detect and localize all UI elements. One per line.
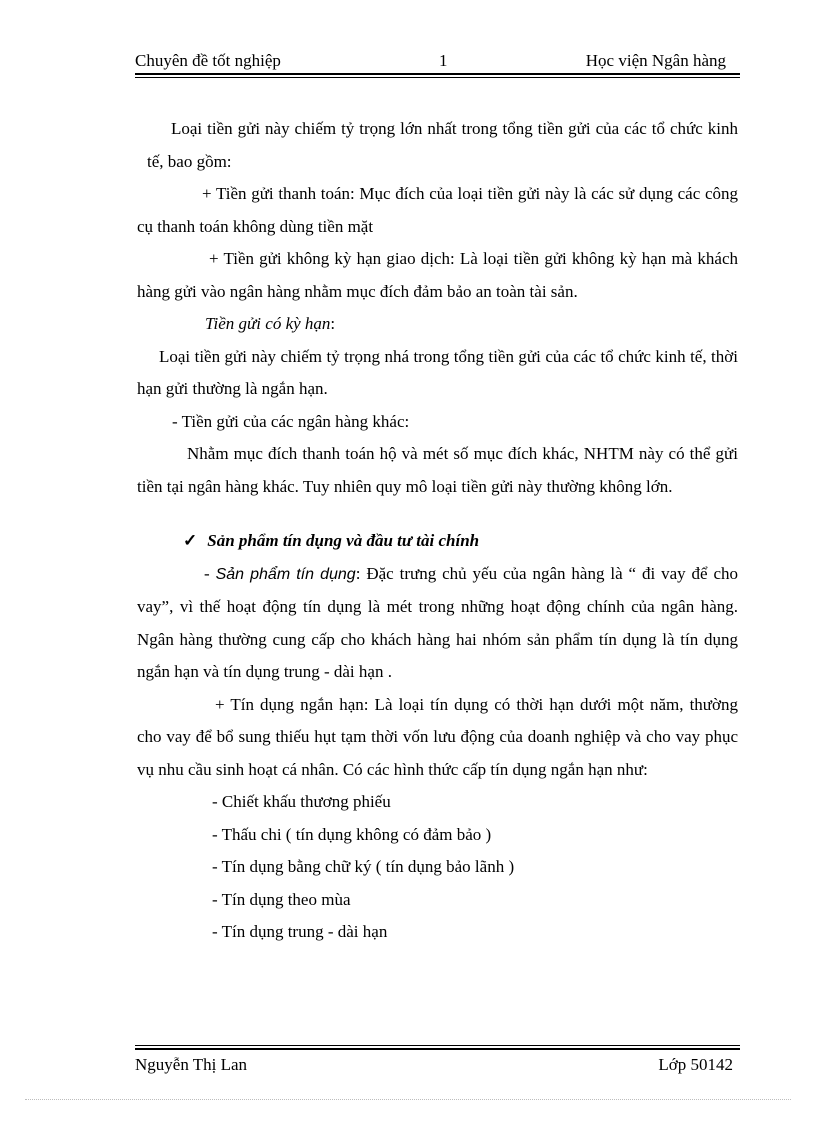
list-item: - Thấu chi ( tín dụng không có đảm bảo ) [212, 824, 492, 844]
document-body [137, 113, 738, 949]
footer-rule-thick [135, 1048, 740, 1050]
page-number: 1 [439, 51, 448, 70]
page-header [135, 50, 740, 72]
paragraph-credit-products [137, 558, 738, 689]
footer-rule-thin [135, 1045, 740, 1046]
credit-products-text: : Đặc trưng chủ yếu của ngân hàng là “ đi vay để cho vay”, vì thế hoạt động tín dụng là mét trong những hoạt động chính của ngân hàng. Ngân hàng thường cung cấp cho khách hàng hai nhóm sản phẩm tín dụng là tín dụng ngắn hạn và tín dụng trung - dài hạn . [137, 563, 738, 681]
list-item: - Chiết khấu thương phiếu [212, 792, 391, 811]
footer-class: Lớp 50142 [658, 1055, 733, 1074]
list-item: - Tín dụng trung - dài hạn [212, 922, 388, 941]
page-footer [135, 1054, 740, 1076]
footer-author: Nguyễn Thị Lan [135, 1055, 248, 1074]
term-deposit-title-line [137, 308, 738, 341]
paragraph-interbank-deposits: Nhằm mục đích thanh toán hộ và mét số mục đích khác, NHTM này có thể gửi tiền tại ngân hàng khác. Tuy nhiên quy mô loại tiền gửi này thường không lớn. [137, 444, 738, 496]
page-edge-dotted-line [25, 1099, 791, 1100]
list-item: - Tín dụng theo mùa [212, 889, 351, 909]
checkmark-icon: ✓ [183, 531, 198, 550]
section-heading: Sản phẩm tín dụng và đầu tư tài chính [207, 531, 480, 550]
header-rule-thin [135, 77, 740, 78]
header-thesis-title: Chuyên đề tốt nghiệp [135, 51, 281, 70]
header-rule-thick [135, 73, 740, 75]
section-heading-line [137, 525, 738, 558]
paragraph-payment-deposits: + Tiền gửi thanh toán: Mục đích của loại tiền gửi này là các sử dụng các công cụ thanh toán không dùng tiền mặt [137, 184, 738, 236]
credit-products-term: Sản phẩm tín dụng [215, 565, 356, 583]
term-deposit-colon: : [330, 314, 336, 333]
list-item: - Tín dụng bằng chữ ký ( tín dụng bảo lãnh ) [212, 857, 515, 876]
credit-products-dash: - [204, 563, 216, 583]
paragraph-interbank-title: - Tiền gửi của các ngân hàng khác: [172, 411, 410, 431]
paragraph-term-deposits: Loại tiền gửi này chiếm tỷ trọng nhá trong tổng tiền gửi của các tổ chức kinh tế, thời hạn gửi thường là ngắn hạn. [137, 346, 738, 398]
paragraph-org-deposits: Loại tiền gửi này chiếm tỷ trọng lớn nhất trong tổng tiền gửi của các tổ chức kinh tế, bao gồm: [147, 119, 738, 171]
paragraph-demand-deposits: + Tiền gửi không kỳ hạn giao dịch: Là loại tiền gửi không kỳ hạn mà khách hàng gửi vào ngân hàng nhằm mục đích đảm bảo an toàn tài sản. [137, 249, 738, 301]
section-gap [137, 503, 738, 525]
paragraph-short-term-credit: + Tín dụng ngắn hạn: Là loại tín dụng có thời hạn dưới một năm, thường cho vay để bổ sung thiếu hụt tạm thời vốn lưu động của doanh nghiệp và cho vay phục vụ nhu cầu sinh hoạt cá nhân. Có các hình thức cấp tín dụng ngắn hạn như: [137, 694, 738, 779]
header-institution: Học viện Ngân hàng [585, 51, 726, 70]
term-deposit-title: Tiền gửi có kỳ hạn [205, 314, 331, 333]
